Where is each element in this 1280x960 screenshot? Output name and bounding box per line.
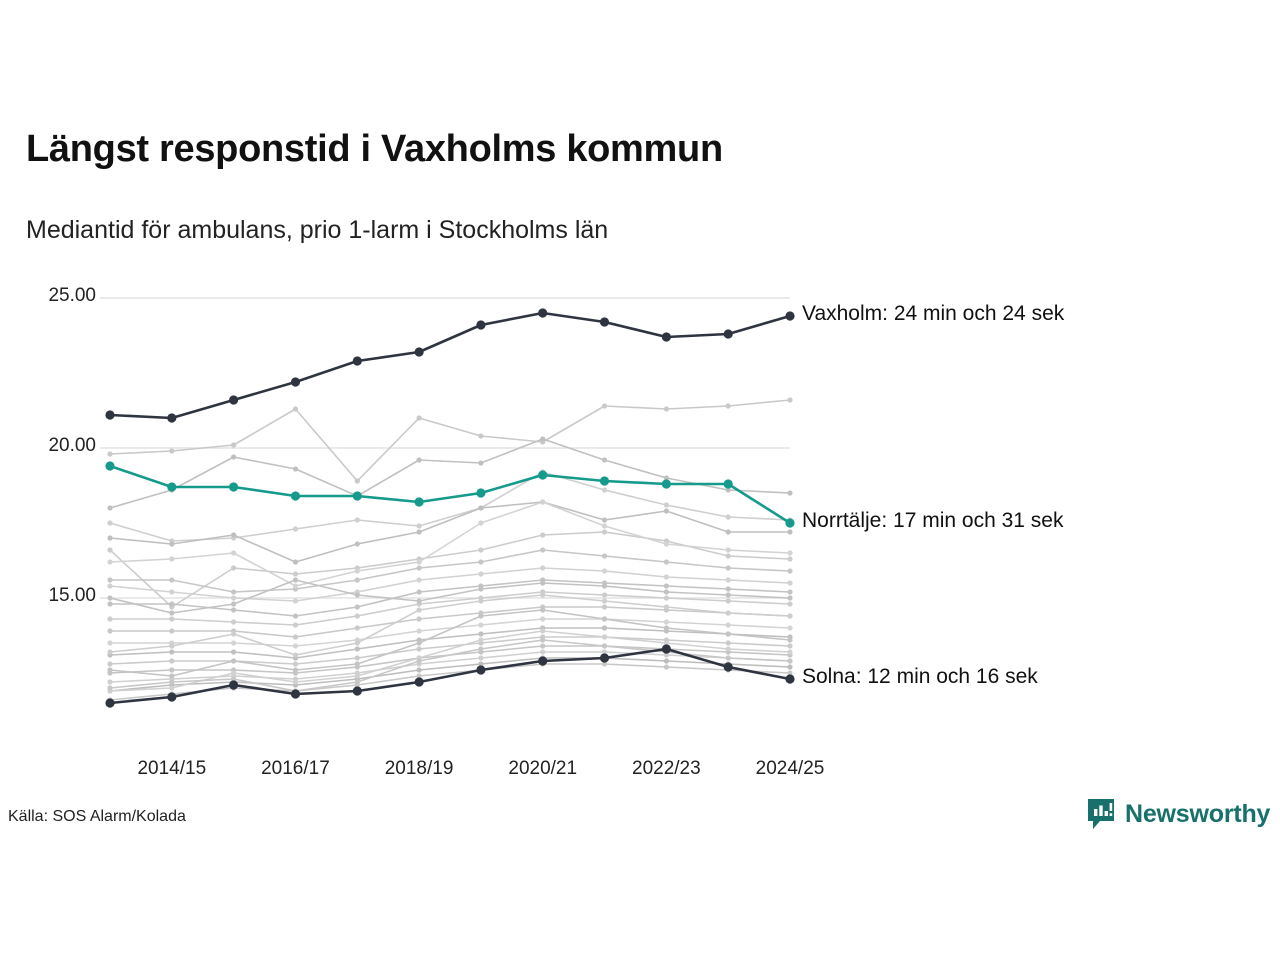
series-point <box>293 466 298 471</box>
series-point <box>785 518 794 527</box>
series-point <box>355 517 360 522</box>
x-axis-tick-label: 2022/23 <box>632 758 701 779</box>
series-point <box>787 529 792 534</box>
series-point <box>664 619 669 624</box>
series-point <box>785 674 794 683</box>
series-point <box>662 332 671 341</box>
series-point <box>478 655 483 660</box>
series-point <box>355 661 360 666</box>
series-point <box>478 559 483 564</box>
page-title: Längst responstid i Vaxholms kommun <box>26 128 723 170</box>
series-point <box>787 637 792 642</box>
series-point <box>293 667 298 672</box>
series-point <box>107 505 112 510</box>
series-point <box>107 667 112 672</box>
series-point <box>540 565 545 570</box>
series-point <box>662 644 671 653</box>
series-point <box>726 586 731 591</box>
series-point <box>726 598 731 603</box>
series-point <box>355 592 360 597</box>
series-point <box>417 607 422 612</box>
series-point <box>293 526 298 531</box>
series-line <box>110 313 790 418</box>
series-point <box>107 640 112 645</box>
series-point <box>293 583 298 588</box>
series-point <box>478 622 483 627</box>
series-point <box>231 619 236 624</box>
series-point <box>417 640 422 645</box>
series-point <box>417 565 422 570</box>
series-point <box>478 586 483 591</box>
x-axis-tick-label: 2024/25 <box>755 758 825 779</box>
series-point <box>107 451 112 456</box>
series-point <box>478 505 483 510</box>
series-point <box>229 482 238 491</box>
series-point <box>787 658 792 663</box>
newsworthy-logo-text: Newsworthy <box>1125 799 1271 828</box>
y-axis-tick-label: 20.00 <box>48 435 96 456</box>
series-label-vaxholm: Vaxholm: 24 min och 24 sek <box>802 302 1065 325</box>
series-point <box>169 589 174 594</box>
series-point <box>602 523 607 528</box>
series-point <box>169 556 174 561</box>
series-point <box>726 565 731 570</box>
series-point <box>231 442 236 447</box>
series-point <box>169 658 174 663</box>
series-point <box>602 487 607 492</box>
series-point <box>355 625 360 630</box>
series-label-norrtalje: Norrtälje: 17 min och 31 sek <box>802 509 1064 532</box>
series-point <box>231 640 236 645</box>
series-point <box>787 556 792 561</box>
x-axis-tick-label: 2020/21 <box>508 758 578 779</box>
series-point <box>478 613 483 618</box>
series-point <box>476 665 485 674</box>
y-axis-tick-label: 15.00 <box>48 585 96 606</box>
series-point <box>355 679 360 684</box>
series-point <box>107 520 112 525</box>
series-point <box>107 649 112 654</box>
series-point <box>231 550 236 555</box>
series-point <box>662 479 671 488</box>
series-point <box>293 634 298 639</box>
series-point <box>293 571 298 576</box>
series-point <box>540 532 545 537</box>
series-point <box>538 470 547 479</box>
series-point <box>169 643 174 648</box>
series-point <box>664 625 669 630</box>
bar-chart-logo-icon <box>1086 798 1116 830</box>
series-point <box>664 664 669 669</box>
series-point <box>169 673 174 678</box>
series-point <box>600 317 609 326</box>
series-point <box>664 658 669 663</box>
series-point <box>726 547 731 552</box>
series-point <box>600 476 609 485</box>
series-point <box>229 395 238 404</box>
series-point <box>293 406 298 411</box>
series-point <box>169 649 174 654</box>
series-point <box>787 595 792 600</box>
series-point <box>600 653 609 662</box>
series-point <box>417 589 422 594</box>
chart-container <box>0 250 1280 790</box>
series-point <box>105 698 114 707</box>
series-point <box>293 559 298 564</box>
series-point <box>787 649 792 654</box>
series-point <box>169 448 174 453</box>
series-point <box>353 686 362 695</box>
series-point <box>107 616 112 621</box>
series-point <box>602 568 607 573</box>
series-point <box>417 598 422 603</box>
series-point <box>355 655 360 660</box>
series-point <box>478 637 483 642</box>
series-point <box>478 520 483 525</box>
series-point <box>664 604 669 609</box>
series-point <box>417 646 422 651</box>
series-point <box>540 499 545 504</box>
series-point <box>417 559 422 564</box>
series-point <box>231 595 236 600</box>
series-point <box>476 488 485 497</box>
series-point <box>540 649 545 654</box>
series-point <box>417 415 422 420</box>
series-point <box>726 529 731 534</box>
series-point <box>415 677 424 686</box>
series-point <box>664 574 669 579</box>
series-point <box>107 535 112 540</box>
series-point <box>602 592 607 597</box>
series-point <box>540 436 545 441</box>
series-point <box>726 646 731 651</box>
series-label-solna: Solna: 12 min och 16 sek <box>802 665 1038 688</box>
series-line <box>110 649 790 703</box>
series-line <box>110 658 790 691</box>
series-point <box>602 529 607 534</box>
x-axis-tick-label: 2014/15 <box>137 758 207 779</box>
series-point <box>602 553 607 558</box>
series-point <box>664 502 669 507</box>
series-point <box>231 607 236 612</box>
series-point <box>231 454 236 459</box>
series-point <box>355 646 360 651</box>
series-point <box>602 457 607 462</box>
series-point <box>540 547 545 552</box>
series-point <box>787 643 792 648</box>
series-point <box>726 622 731 627</box>
series-point <box>476 320 485 329</box>
series-point <box>787 580 792 585</box>
series-point <box>231 589 236 594</box>
series-point <box>540 637 545 642</box>
series-point <box>540 607 545 612</box>
series-point <box>787 490 792 495</box>
series-point <box>355 577 360 582</box>
series-point <box>355 604 360 609</box>
series-point <box>169 601 174 606</box>
series-point <box>291 491 300 500</box>
series-point <box>355 568 360 573</box>
series-point <box>787 613 792 618</box>
series-point <box>478 598 483 603</box>
newsworthy-logo <box>1086 798 1270 830</box>
series-point <box>664 595 669 600</box>
series-point <box>169 577 174 582</box>
series-point <box>107 661 112 666</box>
series-point <box>538 656 547 665</box>
series-point <box>664 406 669 411</box>
series-point <box>293 652 298 657</box>
series-point <box>355 640 360 645</box>
series-point <box>787 601 792 606</box>
series-point <box>724 662 733 671</box>
series-point <box>293 679 298 684</box>
series-line <box>110 568 790 601</box>
series-point <box>602 604 607 609</box>
series-point <box>787 550 792 555</box>
series-point <box>602 598 607 603</box>
series-point <box>664 508 669 513</box>
series-point <box>664 541 669 546</box>
series-point <box>229 680 238 689</box>
source-note: Källa: SOS Alarm/Kolada <box>8 808 186 825</box>
series-point <box>231 631 236 636</box>
series-point <box>107 628 112 633</box>
series-point <box>231 532 236 537</box>
series-point <box>415 347 424 356</box>
series-point <box>169 667 174 672</box>
series-point <box>231 658 236 663</box>
series-point <box>169 628 174 633</box>
series-point <box>417 523 422 528</box>
series-point <box>107 583 112 588</box>
series-point <box>540 643 545 648</box>
series-point <box>478 646 483 651</box>
series-point <box>664 589 669 594</box>
series-point <box>664 559 669 564</box>
series-point <box>478 547 483 552</box>
series-point <box>602 403 607 408</box>
series-point <box>355 478 360 483</box>
series-point <box>291 689 300 698</box>
series-point <box>107 547 112 552</box>
series-point <box>355 613 360 618</box>
series-point <box>726 655 731 660</box>
series-point <box>787 397 792 402</box>
series-point <box>167 413 176 422</box>
series-point <box>417 667 422 672</box>
series-point <box>602 517 607 522</box>
series-point <box>355 541 360 546</box>
series-point <box>538 308 547 317</box>
series-point <box>107 577 112 582</box>
series-point <box>293 643 298 648</box>
series-point <box>417 616 422 621</box>
series-point <box>353 356 362 365</box>
series-point <box>169 616 174 621</box>
series-point <box>105 461 114 470</box>
series-point <box>726 631 731 636</box>
series-point <box>602 643 607 648</box>
series-point <box>540 628 545 633</box>
series-point <box>293 622 298 627</box>
series-point <box>785 311 794 320</box>
series-point <box>169 541 174 546</box>
series-point <box>540 616 545 621</box>
series-line <box>110 502 790 586</box>
series-point <box>602 616 607 621</box>
series-point <box>293 577 298 582</box>
series-point <box>478 433 483 438</box>
series-point <box>293 598 298 603</box>
series-point <box>293 613 298 618</box>
series-point <box>540 592 545 597</box>
series-point <box>726 553 731 558</box>
series-point <box>231 670 236 675</box>
series-point <box>726 514 731 519</box>
series-point <box>231 649 236 654</box>
series-point <box>107 595 112 600</box>
series-point <box>169 679 174 684</box>
series-point <box>787 625 792 630</box>
x-axis-tick-label: 2016/17 <box>261 758 330 779</box>
series-point <box>724 479 733 488</box>
series-line <box>110 502 790 562</box>
series-point <box>169 610 174 615</box>
series-point <box>602 583 607 588</box>
series-point <box>107 601 112 606</box>
series-point <box>726 640 731 645</box>
series-point <box>291 377 300 386</box>
series-point <box>478 631 483 636</box>
series-point <box>293 661 298 666</box>
series-point <box>478 460 483 465</box>
series-point <box>417 577 422 582</box>
series-point <box>417 457 422 462</box>
series-point <box>602 625 607 630</box>
series-line <box>110 466 790 523</box>
page-subtitle: Mediantid för ambulans, prio 1-larm i Stockholms län <box>26 216 609 244</box>
series-point <box>107 679 112 684</box>
series-point <box>231 565 236 570</box>
series-point <box>107 685 112 690</box>
series-point <box>167 482 176 491</box>
series-point <box>478 571 483 576</box>
series-line <box>110 646 790 673</box>
series-point <box>787 568 792 573</box>
series-point <box>355 673 360 678</box>
series-point <box>105 410 114 419</box>
series-point <box>417 658 422 663</box>
series-point <box>540 580 545 585</box>
series-point <box>169 685 174 690</box>
series-point <box>415 497 424 506</box>
series-point <box>167 692 176 701</box>
series-point <box>726 592 731 597</box>
y-axis-tick-label: 25.00 <box>48 285 96 306</box>
line-chart <box>0 250 1280 790</box>
series-point <box>417 529 422 534</box>
series-point <box>107 559 112 564</box>
series-point <box>417 628 422 633</box>
series-point <box>664 583 669 588</box>
x-axis-tick-label: 2018/19 <box>384 758 454 779</box>
series-point <box>726 577 731 582</box>
series-point <box>726 403 731 408</box>
series-point <box>787 589 792 594</box>
series-point <box>231 601 236 606</box>
series-point <box>787 664 792 669</box>
series-point <box>726 610 731 615</box>
series-point <box>353 491 362 500</box>
series-point <box>602 634 607 639</box>
series-point <box>724 329 733 338</box>
series-line <box>110 550 790 592</box>
